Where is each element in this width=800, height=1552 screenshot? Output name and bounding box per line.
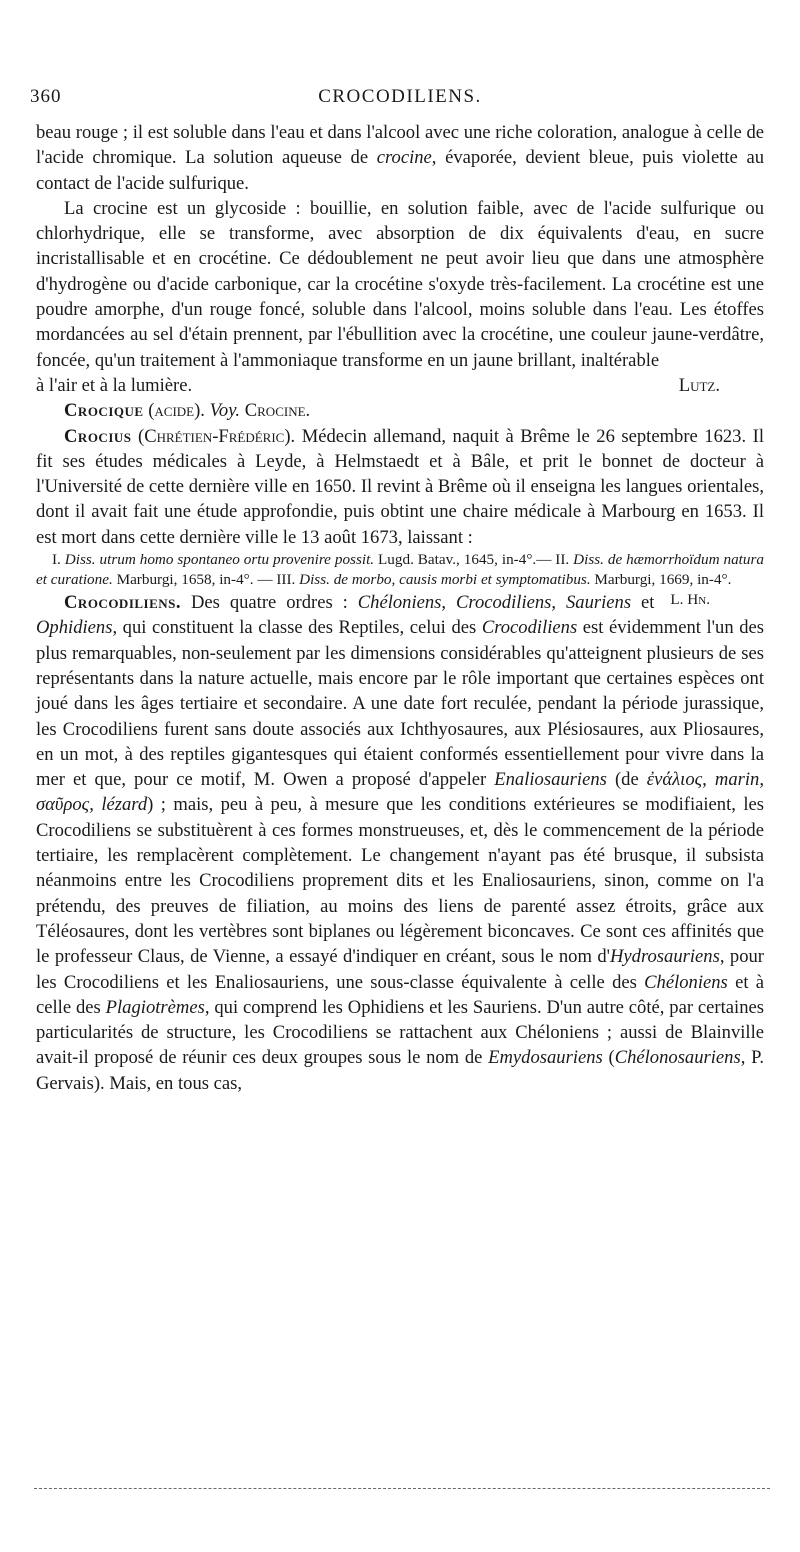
entry-headword: Crocodiliens. [64, 592, 182, 614]
running-title: CROCODILIENS. [318, 86, 482, 107]
paragraph-crocine-end: beau rouge ; il est soluble dans l'eau et dans l'alcool avec une riche coloration, analogue à celle de l'acide chromique. La solution aqueuse de crocine, évaporée, devient bleue, puis violette au contact de l'acide sulfurique. [36, 122, 764, 194]
page-header [30, 86, 770, 116]
entry-crocique: Crocique (acide). Voy. Crocine. [64, 400, 311, 422]
page-body [36, 120, 764, 1096]
author-signature: Lutz. [678, 374, 720, 396]
paragraph-glycoside: La crocine est un glycoside : bouillie, en solution faible, avec de l'acide sulfurique ou chlorhydrique, elle se transforme, avec absorption de dix équivalents d'eau, en sucre incristallisable et en crocétine. Ce dédoublement ne peut avoir lieu que dans une atmosphère d'hydrogène ou d'acide carbonique, car la crocétine s'oxyde très-facilement. La crocétine est une poudre amorphe, d'un rouge foncé, soluble dans l'alcool, moins soluble dans l'eau. Les étoffes mordancées au sel d'étain prennent, par l'ébullition avec la crocétine, une couleur jaune-verdâtre, foncée, qu'un traitement à l'ammoniaque transforme en un jaune brillant, inaltérable [36, 197, 764, 371]
entry-crocius: Crocius (Chrétien-Frédéric). Médecin allemand, naquit à Brême le 26 septembre 1623. Il fit ses études médicales à Leyde, à Helmstaedt et à Bâle, et prit le bonnet de docteur à l'Université de cette dernière ville en 1650. Il revint à Brême où il enseigna les langues orientales, dont il avait fait une étude approfondie, puis obtint une chaire médicale à Marbourg en 1653. Il est mort dans cette dernière ville le 13 août 1673, laissant : [36, 425, 764, 548]
footer-rule [34, 1488, 770, 1489]
entry-headword: Crocius [64, 425, 132, 447]
page-number: 360 [30, 86, 62, 107]
bibliography: I. Diss. utrum homo spontaneo ortu provenire possit. Lugd. Batav., 1645, in-4°.— II. Diss. de hæmorrhoïdum natura et curatione. Marburgi, 1658, in-4°. — III. Diss. de morbo, causis morbi et symptomatibus. Marburgi, 1669, in-4°. L. Hn. [36, 551, 764, 609]
cross-reference: Crocine. [244, 400, 311, 422]
entry-crocodiliens: Crocodiliens. Des quatre ordres : Chéloniens, Crocodiliens, Sauriens et Ophidiens, qui constituent la classe des Reptiles, celui des Crocodiliens est évidemment l'un des plus remarquables, non-seulement par les dimensions considérables qu'atteignent plusieurs de ses représentants dans la nature actuelle, mais encore par le rôle important que certaines espèces ont joué dans les âges tertiaire et secondaire. A une date fort reculée, pendant la période jurassique, les Crocodiliens furent sans doute associés aux Ichthyosaures, aux Plésiosaures, aux Pliosaures, en un mot, à des reptiles gigantesques qui étaient conformés essentiellement pour vivre dans la mer et que, pour ce motif, M. Owen a proposé d'appeler Enaliosauriens (de ἐνάλιος, marin, σαῦρος, lézard) ; mais, peu à peu, à mesure que les conditions extérieures se modifiaient, les Crocodiliens se substituèrent à ces formes monstrueuses, et, dès le commencement de la période tertiaire, les remplacèrent complètement. Le changement n'ayant pas été brusque, il subsista néanmoins entre les Crocodiliens proprement dits et les Enaliosauriens, sinon, comme on l'a prétendu, des preuves de filiation, au moins des liens de parenté assez étroits, grâce aux Téléosaures, dont les vertèbres sont biplanes ou légèrement biconcaves. Ce sont ces affinités que le professeur Claus, de Vienne, a essayé d'indiquer en créant, sous le nom d'Hydrosauriens, pour les Crocodiliens et les Enaliosauriens, une sous-classe équivalente à celle des Chéloniens et à celle des Plagiotrèmes, qui comprend les Ophidiens et les Sauriens. D'un autre côté, par certaines particularités de structure, les Crocodiliens se rattachent aux Chéloniens ; aussi de Blainville avait-il proposé de réunir ces deux groupes sous le nom de Emydosauriens (Chélonosauriens, P. Gervais). Mais, en tous cas, [36, 592, 765, 1094]
paragraph-signature-line: à l'air et à la lumière. Lutz. [36, 373, 764, 398]
author-signature: L. Hn. [670, 591, 710, 609]
entry-headword: Crocique [64, 400, 144, 422]
